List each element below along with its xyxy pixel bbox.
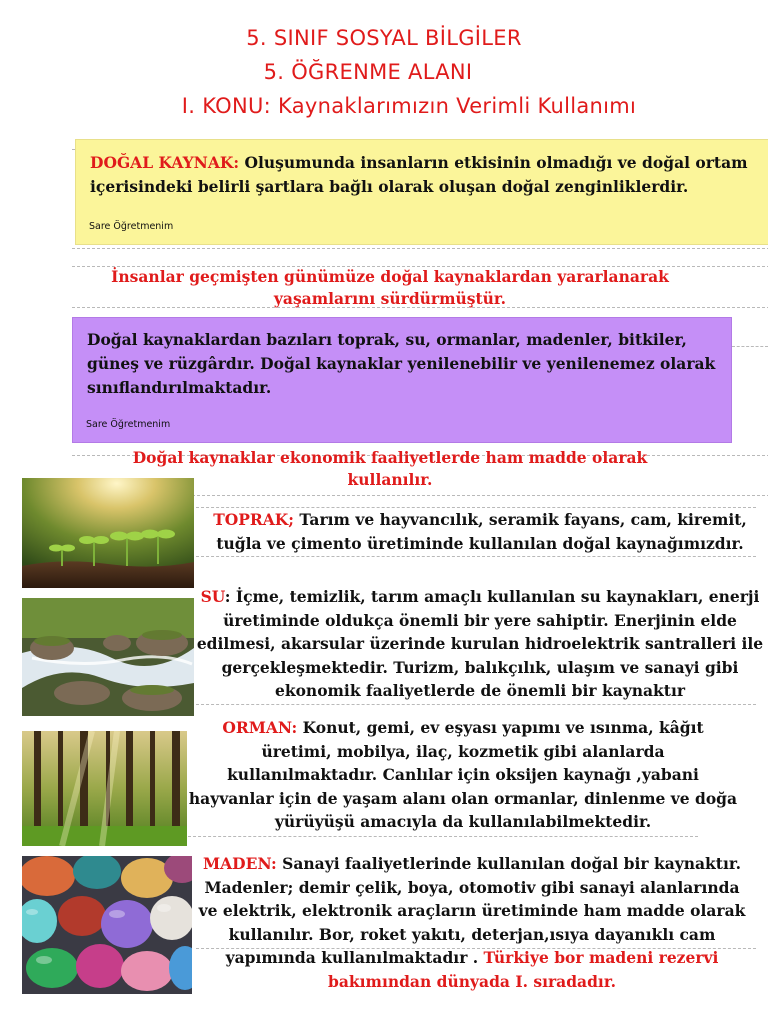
resource-forest (188, 716, 738, 834)
stream-photo (22, 598, 194, 716)
resource-water-text: : İçme, temizlik, tarım amaçlı kullanılan su kaynakları, enerji üretiminde oldukça önemli bir yere sahiptir. Enerjinin elde edilmesi, akarsular üzerinde kurulan hidroelektrik santralleri ile gerçekleşmektedir. Turizm, balıkçılık, ulaşım ve sanayi gibi ekonomik faaliyetlerde de önemli bir kaynaktır (196, 587, 764, 700)
resource-mine-highlight: Türkiye bor madeni rezervi bakımından dünyada I. sıradadır. (328, 948, 719, 991)
history-note: İnsanlar geçmişten günümüze doğal kaynaklardan yararlanarak yaşamlarını sürdürmüştür. (111, 267, 669, 308)
title-unit: 5. ÖĞRENME ALANI (263, 60, 473, 84)
resource-water (196, 585, 764, 703)
resource-soil (190, 508, 768, 555)
resource-forest-text: Konut, gemi, ev eşyası yapımı ve ısınma, kâğıt üretimi, mobilya, ilaç, kozmetik gibi alanlarda kullanılmaktadır. Canlılar için oksijen kaynağı ,yabani hayvanlar için de yaşam alanı olan ormanlar, dinlenme ve doğa yürüyüşü amacıyla da kullanılabilmektedir. (188, 718, 738, 831)
seedlings-photo (22, 478, 194, 588)
resource-mine-text: Sanayi faaliyetlerinde kullanılan doğal bir kaynaktır. Madenler; demir çelik, boya, otomotiv gibi sanayi alanlarında ve elektrik, elektronik araçların üretiminde ham madde olarak kullanılır. Bor, roket yakıtı, deterjan,ısıya dayanıklı cam yapımında kullanılmaktadır . (198, 854, 746, 967)
definition-body: Oluşumunda insanların etkisinin olmadığı ve doğal ortam içerisindeki belirli şartlara bağlı olarak oluşan doğal zenginliklerdir. (90, 153, 748, 196)
divider (188, 836, 698, 837)
examples-signature: Sare Öğretmenim (86, 419, 171, 430)
forest-photo (22, 731, 187, 846)
divider (196, 704, 756, 705)
divider (196, 948, 756, 949)
title-topic: I. KONU: Kaynaklarımızın Verimli Kullanımı (181, 94, 637, 118)
title-grade: 5. SINIF SOSYAL BİLGİLER (246, 26, 522, 50)
economy-note: Doğal kaynaklar ekonomik faaliyetlerde ham madde olarak kullanılır. (132, 448, 648, 489)
examples-text: Doğal kaynaklardan bazıları toprak, su, ormanlar, madenler, bitkiler, güneş ve rüzgârdır. Doğal kaynaklar yenilenebilir ve yenilenemez olarak sınıflandırılmaktadır. (87, 330, 716, 397)
gemstones-photo (22, 856, 192, 994)
resource-water-head: SU (200, 587, 225, 606)
definition-text (90, 151, 755, 199)
divider (732, 346, 768, 347)
resource-soil-head: TOPRAK; (213, 510, 294, 529)
resource-mine-head: MADEN: (203, 854, 277, 873)
divider (72, 307, 768, 308)
divider (72, 248, 768, 249)
definition-signature: Sare Öğretmenim (89, 221, 174, 232)
resource-mine (196, 852, 748, 993)
resource-forest-head: ORMAN: (222, 718, 298, 737)
divider (196, 556, 756, 557)
definition-term: DOĞAL KAYNAK: (90, 153, 240, 172)
resource-soil-text: Tarım ve hayvancılık, seramik fayans, cam, kiremit, tuğla ve çimento üretiminde kullanılan doğal kaynağımızdır. (216, 510, 747, 553)
